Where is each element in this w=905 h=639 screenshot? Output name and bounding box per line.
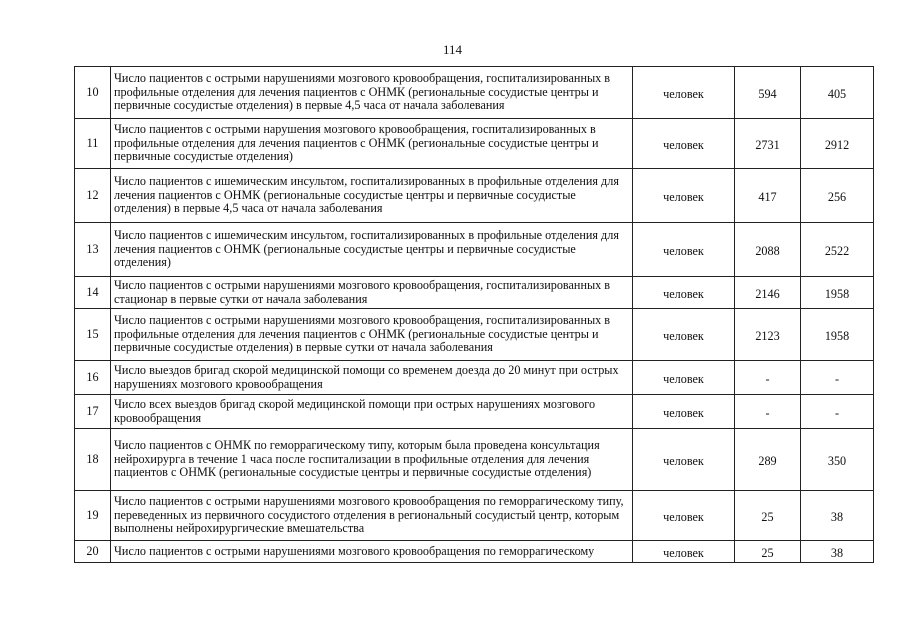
row-description: Число пациентов с острыми нарушениями мозгового кровообращения, госпитализированных в профильные отделения для лечения пациентов с ОНМК (региональные сосудистые центры и первичные сосудистые отделения) в первые 4,5 часа от начала заболевания (111, 67, 633, 119)
row-number: 19 (75, 491, 111, 541)
row-value-1: 2088 (735, 223, 801, 277)
table-row (75, 119, 874, 169)
row-value-2: 256 (801, 169, 874, 223)
table-row (75, 277, 874, 309)
row-value-2: 2522 (801, 223, 874, 277)
row-description: Число всех выездов бригад скорой медицинской помощи при острых нарушениях мозгового кровообращения (111, 395, 633, 429)
table-row (75, 541, 874, 563)
table-row (75, 67, 874, 119)
indicators-table (74, 66, 874, 563)
row-value-2: - (801, 361, 874, 395)
row-number: 10 (75, 67, 111, 119)
row-unit: человек (633, 309, 735, 361)
row-unit: человек (633, 491, 735, 541)
table-row (75, 429, 874, 491)
row-description: Число пациентов с острыми нарушения мозгового кровообращения, госпитализированных в профильные отделения для лечения пациентов с ОНМК (региональные сосудистые центры и первичные сосудистые отделения) (111, 119, 633, 169)
row-unit: человек (633, 277, 735, 309)
row-number: 17 (75, 395, 111, 429)
row-value-1: 2731 (735, 119, 801, 169)
table-row (75, 395, 874, 429)
page-number: 114 (442, 42, 463, 57)
row-value-1: 289 (735, 429, 801, 491)
row-value-1: - (735, 361, 801, 395)
row-value-2: 2912 (801, 119, 874, 169)
row-unit: человек (633, 429, 735, 491)
row-value-1: 25 (735, 491, 801, 541)
row-description: Число пациентов с ОНМК по геморрагическому типу, которым была проведена консультация нейрохирурга в течение 1 часа после госпитализации в профильные отделения для лечения пациентов с ОНМК (региональные сосудистые центры и первичные сосудистые отделения) (111, 429, 633, 491)
row-unit: человек (633, 395, 735, 429)
row-description: Число пациентов с острыми нарушениями мозгового кровообращения по геморрагическому типу, переведенных из первичного сосудистого отделения в региональный сосудистый центр, которым выполнены нейрохирургические вмешательства (111, 491, 633, 541)
row-value-1: 2123 (735, 309, 801, 361)
row-value-2: 38 (801, 491, 874, 541)
row-unit: человек (633, 169, 735, 223)
row-value-2: 405 (801, 67, 874, 119)
row-number: 14 (75, 277, 111, 309)
row-description: Число пациентов с ишемическим инсультом, госпитализированных в профильные отделения для лечения пациентов с ОНМК (региональные сосудистые центры и первичные сосудистые отделения) в первые 4,5 часа от начала заболевания (111, 169, 633, 223)
row-unit: человек (633, 223, 735, 277)
row-value-2: 350 (801, 429, 874, 491)
row-value-2: - (801, 395, 874, 429)
row-description: Число выездов бригад скорой медицинской помощи со временем доезда до 20 минут при острых нарушениях мозгового кровообращения (111, 361, 633, 395)
row-value-1: 594 (735, 67, 801, 119)
row-unit: человек (633, 119, 735, 169)
table-row (75, 361, 874, 395)
row-description: Число пациентов с острыми нарушениями мозгового кровообращения, госпитализированных в стационар в первые сутки от начала заболевания (111, 277, 633, 309)
row-unit: человек (633, 361, 735, 395)
row-value-1: 2146 (735, 277, 801, 309)
table-row (75, 223, 874, 277)
row-number: 11 (75, 119, 111, 169)
row-unit: человек (633, 67, 735, 119)
row-value-2: 1958 (801, 309, 874, 361)
row-value-1: 417 (735, 169, 801, 223)
row-number: 13 (75, 223, 111, 277)
row-value-2: 1958 (801, 277, 874, 309)
table-row (75, 169, 874, 223)
table-body (75, 67, 874, 563)
row-description: Число пациентов с ишемическим инсультом, госпитализированных в профильные отделения для лечения пациентов с ОНМК (региональные сосудистые центры и первичные сосудистые отделения) (111, 223, 633, 277)
table-row (75, 491, 874, 541)
row-description: Число пациентов с острыми нарушениями мозгового кровообращения по геморрагическому (111, 541, 633, 563)
row-value-1: 25 (735, 541, 801, 563)
row-unit: человек (633, 541, 735, 563)
table-row (75, 309, 874, 361)
row-number: 15 (75, 309, 111, 361)
row-description: Число пациентов с острыми нарушениями мозгового кровообращения, госпитализированных в профильные отделения для лечения пациентов с ОНМК (региональные сосудистые центры и первичные сосудистые отделения) в первые сутки от начала заболевания (111, 309, 633, 361)
row-value-1: - (735, 395, 801, 429)
row-number: 12 (75, 169, 111, 223)
row-number: 20 (75, 541, 111, 563)
row-value-2: 38 (801, 541, 874, 563)
row-number: 16 (75, 361, 111, 395)
row-number: 18 (75, 429, 111, 491)
